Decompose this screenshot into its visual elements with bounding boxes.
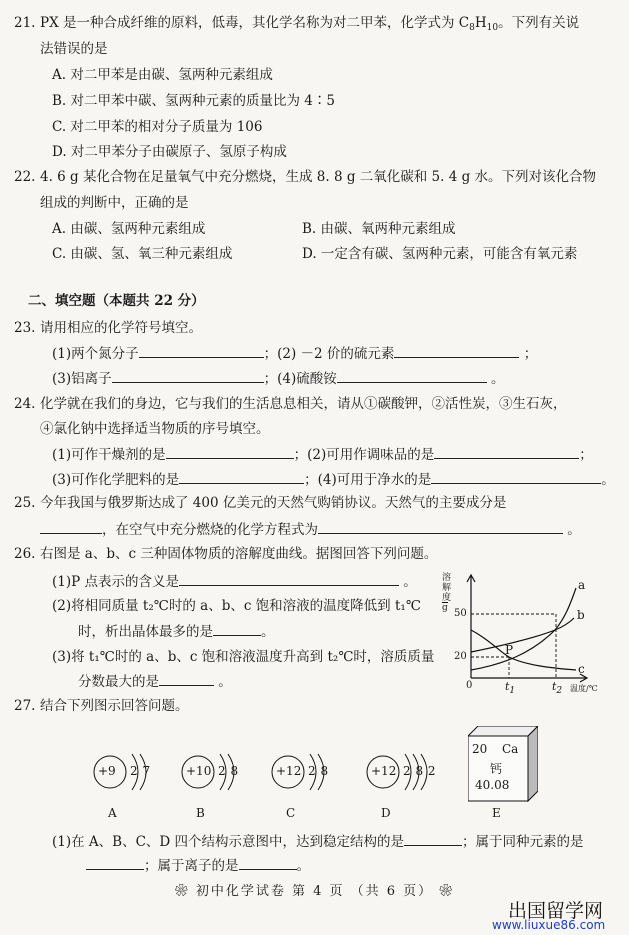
option-b: B. 由碳、氧两种元素组成 bbox=[302, 221, 456, 237]
q23-line2 bbox=[52, 344, 537, 363]
answer-blank[interactable] bbox=[239, 856, 297, 870]
text: 右图是 a、b、c 三种固体物质的溶解度曲线。据图回答下列问题。 bbox=[40, 546, 438, 562]
atom-diagram bbox=[180, 748, 270, 820]
text: 时，析出晶体最多的是 bbox=[78, 624, 213, 640]
text: 。 bbox=[296, 858, 310, 874]
q24-line3 bbox=[52, 445, 593, 464]
page-footer: ❀ 初中化学试卷 第 4 页 （共 6 页） ❀ bbox=[174, 884, 455, 899]
q21-line2: 法错误的是 bbox=[40, 41, 108, 57]
text: 分数最大的是 bbox=[78, 674, 159, 690]
solubility-graph bbox=[440, 570, 629, 710]
text: ；属于同种元素的是 bbox=[462, 834, 584, 850]
nucleus-charge: +10 bbox=[186, 764, 212, 778]
question-number: 24. bbox=[14, 396, 36, 412]
q23-line1 bbox=[0, 319, 202, 337]
question-number: 27. bbox=[14, 698, 36, 714]
tick-t1: $t_1$ bbox=[505, 680, 516, 696]
atomic-mass: 40.08 bbox=[475, 778, 510, 792]
option-d: D. 对二甲苯分子由碳原子、氢原子构成 bbox=[52, 144, 287, 160]
text: (3)铝离子 bbox=[52, 371, 112, 387]
q24-line1 bbox=[0, 395, 567, 413]
section-heading: 二、填空题（本题共 22 分） bbox=[28, 293, 205, 309]
q23-line3 bbox=[52, 369, 505, 388]
cube-outline bbox=[468, 726, 538, 806]
text: 结合下列图示回答问题。 bbox=[40, 698, 189, 714]
answer-blank[interactable] bbox=[166, 445, 294, 459]
q25-line2 bbox=[40, 520, 581, 539]
text: ；(2) －2 价的硫元素 bbox=[263, 346, 395, 362]
diagram-label: C bbox=[286, 806, 296, 820]
element-card bbox=[468, 726, 528, 802]
tick-origin: 0 bbox=[466, 680, 473, 691]
q21-line1 bbox=[0, 14, 579, 37]
text: 。 bbox=[261, 624, 275, 640]
curve-c bbox=[471, 630, 576, 670]
answer-blank[interactable] bbox=[394, 344, 519, 358]
text: ；(2)可用作调味品的是 bbox=[293, 447, 435, 463]
atom-diagram bbox=[92, 748, 182, 820]
nucleus-charge: +9 bbox=[98, 764, 116, 778]
text: 请用相应的化学符号填空。 bbox=[40, 320, 202, 336]
electron-shells: 2 7 bbox=[130, 764, 151, 778]
diagram-label: D bbox=[381, 806, 391, 820]
answer-blank[interactable] bbox=[213, 622, 261, 636]
electron-shells: 2 8 bbox=[218, 764, 239, 778]
q26-line2 bbox=[52, 572, 417, 591]
q27-line1 bbox=[0, 697, 189, 715]
label-c: c bbox=[578, 662, 585, 676]
q26-line5: (3)将 t₁℃时的 a、b、c 饱和溶液温度升高到 t₂℃时，溶质质量 bbox=[52, 649, 435, 665]
text: (1)两个氮分子 bbox=[52, 346, 139, 362]
electron-shells: 2 8 bbox=[308, 764, 329, 778]
question-number: 25. bbox=[14, 495, 36, 511]
text: ； bbox=[523, 346, 538, 362]
answer-blank[interactable] bbox=[179, 572, 399, 586]
subscript: 8 bbox=[469, 23, 475, 33]
watermark-title: 出国留学网 bbox=[508, 900, 604, 922]
answer-blank[interactable] bbox=[179, 470, 304, 484]
nucleus-charge: +12 bbox=[371, 764, 397, 778]
q26-line3: (2)将相同质量 t₂℃时的 a、b、c 饱和溶液的温度降低到 t₁℃ bbox=[52, 598, 421, 614]
text: ；(4)硫酸铵 bbox=[263, 371, 337, 387]
text: (3)可作化学肥料的是 bbox=[52, 472, 180, 488]
text: ； bbox=[579, 447, 593, 463]
label-p: P bbox=[505, 643, 514, 657]
question-number: 23. bbox=[14, 320, 36, 336]
watermark-url: www.liuxue86.com bbox=[492, 918, 606, 932]
q22-line1 bbox=[0, 168, 596, 186]
text: ；(4)可用于净水的是 bbox=[304, 472, 432, 488]
text: (1)P 点表示的含义是 bbox=[52, 574, 179, 590]
text: 化学就在我们的身边，它与我们的生活息息相关，请从①碳酸钾，②活性炭，③生石灰， bbox=[40, 396, 567, 412]
diagram-label: A bbox=[108, 806, 117, 820]
atom-diagram bbox=[365, 748, 455, 820]
text: ；属于离子的是 bbox=[144, 858, 239, 874]
question-number: 22. bbox=[14, 169, 36, 185]
diagram-label: B bbox=[196, 806, 205, 820]
atomic-number: 20 bbox=[472, 742, 488, 756]
q22-line2: 组成的判断中，正确的是 bbox=[40, 195, 189, 211]
label-e: E bbox=[492, 806, 501, 820]
electron-shells: 2 8 2 bbox=[403, 764, 436, 778]
text: 。 bbox=[567, 522, 581, 538]
text: H bbox=[474, 15, 487, 31]
element-name: 钙 bbox=[490, 762, 503, 776]
q26-line4 bbox=[78, 622, 275, 641]
q24-line4 bbox=[52, 470, 615, 489]
q26-line6 bbox=[78, 672, 232, 691]
option-a: A. 对二甲苯是由碳、氢两种元素组成 bbox=[52, 67, 273, 83]
answer-blank[interactable] bbox=[337, 369, 487, 383]
nucleus-charge: +12 bbox=[276, 764, 302, 778]
text: ，在空气中充分燃烧的化学方程式为 bbox=[102, 522, 318, 538]
x-label: 温度/℃ bbox=[570, 684, 598, 693]
q24-line2: ④氯化钠中选择适当物质的序号填空。 bbox=[40, 421, 270, 437]
q25-line1 bbox=[0, 494, 506, 512]
answer-blank[interactable] bbox=[40, 520, 102, 534]
text: (1)可作干燥剂的是 bbox=[52, 447, 166, 463]
label-a: a bbox=[578, 578, 586, 592]
option-c: C. 由碳、氢、氧三种元素组成 bbox=[52, 246, 233, 262]
option-b: B. 对二甲苯中碳、氢两种元素的质量比为 4∶5 bbox=[52, 93, 335, 109]
text: 4. 6 g 某化合物在足量氧气中充分燃烧，生成 8. 8 g 二氧化碳和 5. 4 g 水。下列对该化合物 bbox=[40, 169, 597, 185]
option-d: D. 一定含有碳、氢两种元素，可能含有氧元素 bbox=[302, 246, 578, 262]
tick-50: 50 bbox=[454, 608, 467, 619]
tick-t2: $t_2$ bbox=[552, 680, 563, 696]
answer-blank[interactable] bbox=[318, 520, 563, 534]
answer-blank[interactable] bbox=[139, 344, 264, 358]
text: 。 bbox=[601, 472, 615, 488]
text: 。 bbox=[491, 371, 505, 387]
answer-blank[interactable] bbox=[112, 369, 264, 383]
curve-a bbox=[471, 588, 576, 670]
y-label: 溶 解 度 g bbox=[442, 573, 452, 613]
text: 。 bbox=[218, 674, 232, 690]
text: (1)在 A、B、C、D 四个结构示意图中，达到稳定结构的是 bbox=[52, 834, 405, 850]
option-c: C. 对二甲苯的相对分子质量为 106 bbox=[52, 119, 263, 135]
q27-line3 bbox=[86, 856, 310, 875]
question-number: 21. bbox=[14, 15, 36, 31]
label-b: b bbox=[577, 608, 585, 622]
tick-20: 20 bbox=[454, 651, 467, 662]
question-number: 26. bbox=[14, 546, 36, 562]
option-a: A. 由碳、氢两种元素组成 bbox=[52, 221, 206, 237]
text: 。 bbox=[403, 574, 417, 590]
subscript: 10 bbox=[486, 23, 499, 33]
answer-blank[interactable] bbox=[159, 672, 214, 686]
element-symbol: Ca bbox=[502, 742, 519, 756]
atom-diagram bbox=[270, 748, 360, 820]
text: 今年我国与俄罗斯达成了 400 亿美元的天然气购销协议。天然气的主要成分是 bbox=[40, 495, 507, 511]
text: PX 是一种合成纤维的原料，低毒，其化学名称为对二甲苯，化学式为 C bbox=[40, 15, 470, 31]
answer-blank[interactable] bbox=[434, 445, 579, 459]
answer-blank[interactable] bbox=[431, 470, 601, 484]
q27-line2 bbox=[52, 832, 584, 851]
q26-line1 bbox=[0, 545, 437, 563]
answer-blank[interactable] bbox=[404, 832, 462, 846]
curve-b bbox=[471, 618, 574, 652]
text: 。下列有关说 bbox=[498, 15, 580, 31]
answer-blank[interactable] bbox=[86, 856, 144, 870]
